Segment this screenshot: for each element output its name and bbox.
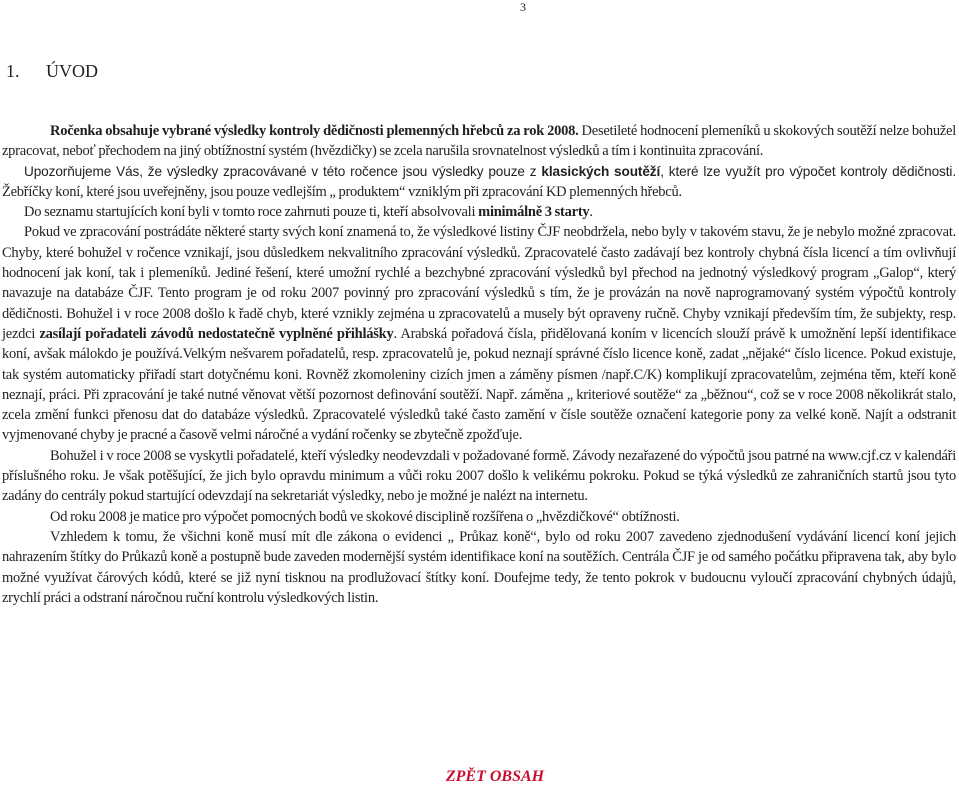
paragraph-licences: Vzhledem k tomu, že všichni koně musí mít dle zákona o evidenci „ Průkaz koně“, bylo od roku 2007 zavedeno zjednodušení vydávání licencí koní jejich nahrazením štítky do Průkazů koně a postupně bude zaveden modernější systém identifikace koní na soutěžích. Centrála ČJF je od samého počátku připravena tak, aby bylo možné využívat čárových kódů, které se již nyní tisknou na prodlužovací štítky koní. Doufejme tedy, že tento pokrok v budoucnu vyloučí zpracování chybných údajů, zrychlí práci a odstraní náročnou ruční kontrolu výsledkových listin. [2,528,956,606]
section-heading [6,60,98,82]
notice-text-2: , které lze využít pro výpočet kontroly dědičnosti. [660,163,956,179]
paragraph-starts [2,202,956,222]
notice-text-1: Upozorňujeme Vás, že výsledky zpracovávané v této ročence jsou výsledky pouze z [24,163,542,179]
paragraph-organizers: Bohužel i v roce 2008 se vyskytli pořadatelé, kteří výsledky neodevzdali v požadované formě. Závody nezařazené do výpočtů jsou patrné na www.cjf.cz v kalendáři příslušného roku. Je však potěšující, že jich bylo opravdu minimum a vůči roku 2007 došlo k velikému pokroku. Pokud se týká výsledků ze zahraničních startů jsou tyto zadány do centrály pokud startující odevzdají na sekretariát výsledky, nebo je možné je nalézt na internetu. [2,447,956,505]
notice-text-3: Žebříčky koní, které jsou uveřejněny, jsou pouze vedlejším „ produktem“ vzniklým při zpracování KD plemenných hřebců. [2,183,682,200]
paragraph-notice [2,162,956,203]
starts-bold-text: minimálně 3 starty [478,204,590,221]
notice-bold-text: klasických soutěží [541,163,661,179]
intro-bold-text: Ročenka obsahuje vybrané výsledky kontroly dědičnosti plemenných hřebců za rok 2008. [50,123,579,139]
paragraph-matrix: Od roku 2008 je matice pro výpočet pomocných bodů ve skokové disciplině rozšířena o „hvězdičkové“ obtížnosti. [50,508,680,525]
paragraph-errors [2,222,956,445]
errors-text-1: Pokud ve zpracování postrádáte některé starty svých koní znamená to, že výsledkové listiny ČJF neobdržela, nebo byly v takovém stavu, že je nebylo možné zpracovat. Chyby, které bohužel v ročence vznikají, jsou důsledkem nekvalitního zpracování výsledků. Zpracovatelé často zadávají bez kontroly chybná čísla licencí a tím ovlivňují hodnocení jak koní, tak i plemeníků. Jediné řešení, které umožní rychlé a bezchybné zpracování výsledků byl přechod na jednotný výsledkový program „Galop“, který navazuje na databáze ČJF. Tento program je od roku 2007 povinný pro zpracování výsledků s tím, že je provázán na nově naprogramovaný systém výpočtů kontroly dědičnosti. Bohužel i v roce 2008 došlo k řadě chyb, které vznikly zejména u zpracovatelů a musely být opraveny ručně. Chyby vznikají především tím, že subjekty, resp. jezdci [2,224,956,342]
intro-text: Desetileté hodnocení plemeníků u skokových soutěží nelze bohužel zpracovat, neboť přechodem na jiný obtížnostní systém (hvězdičky) se zcela narušila srovnatelnost výsledků a tím i kontinuita zpracování. [2,123,957,160]
section-number: 1. [6,61,20,81]
document-body [2,121,956,608]
starts-text-1: Do seznamu startujících koní byli v tomto roce zahrnuti pouze ti, kteří absolvovali [24,204,479,221]
paragraph-intro [2,121,956,162]
page-number: 3 [520,0,526,14]
errors-bold-text: zasílají pořadateli závodů nedostatečně vyplněné přihlášky [39,325,394,342]
errors-text-2: . Arabská pořadová čísla, přidělovaná koním v licencích slouží právě k umožnění lepší identifikace koní, avšak málokdo je používá.Velkým nešvarem pořadatelů, resp. zpracovatelů je, pokud neznají správné číslo licence koně, zadat „nějaké“ číslo licence. Pokud existuje, tak systém automaticky přiřadí start dotyčnému koni. Rovněž zkomoleniny cizích jmen a záměny písmen /např.C/K) komplikují zpracovatelům, zejména těm, kteří koně neznají, práci. Při zpracování je také nutné věnovat větší pozornost definování soutěží. Např. záměna „ kriteriové soutěže“ za „běžnou“, což se v roce 2008 několikrát stalo, zcela změní funkci přenosu dat do databáze výsledků. Zpracovatelé výsledků také často zamění v čísle soutěže označení kategorie pony za velké koně. Najít a odstranit vyjmenované chyby je pracné a časově velmi náročné a vydání ročenky se zbytečně zpožďuje. [2,325,956,444]
starts-text-2: . [589,204,593,221]
back-to-contents-link[interactable]: ZPĚT OBSAH [445,768,545,785]
section-title: ÚVOD [46,61,98,81]
